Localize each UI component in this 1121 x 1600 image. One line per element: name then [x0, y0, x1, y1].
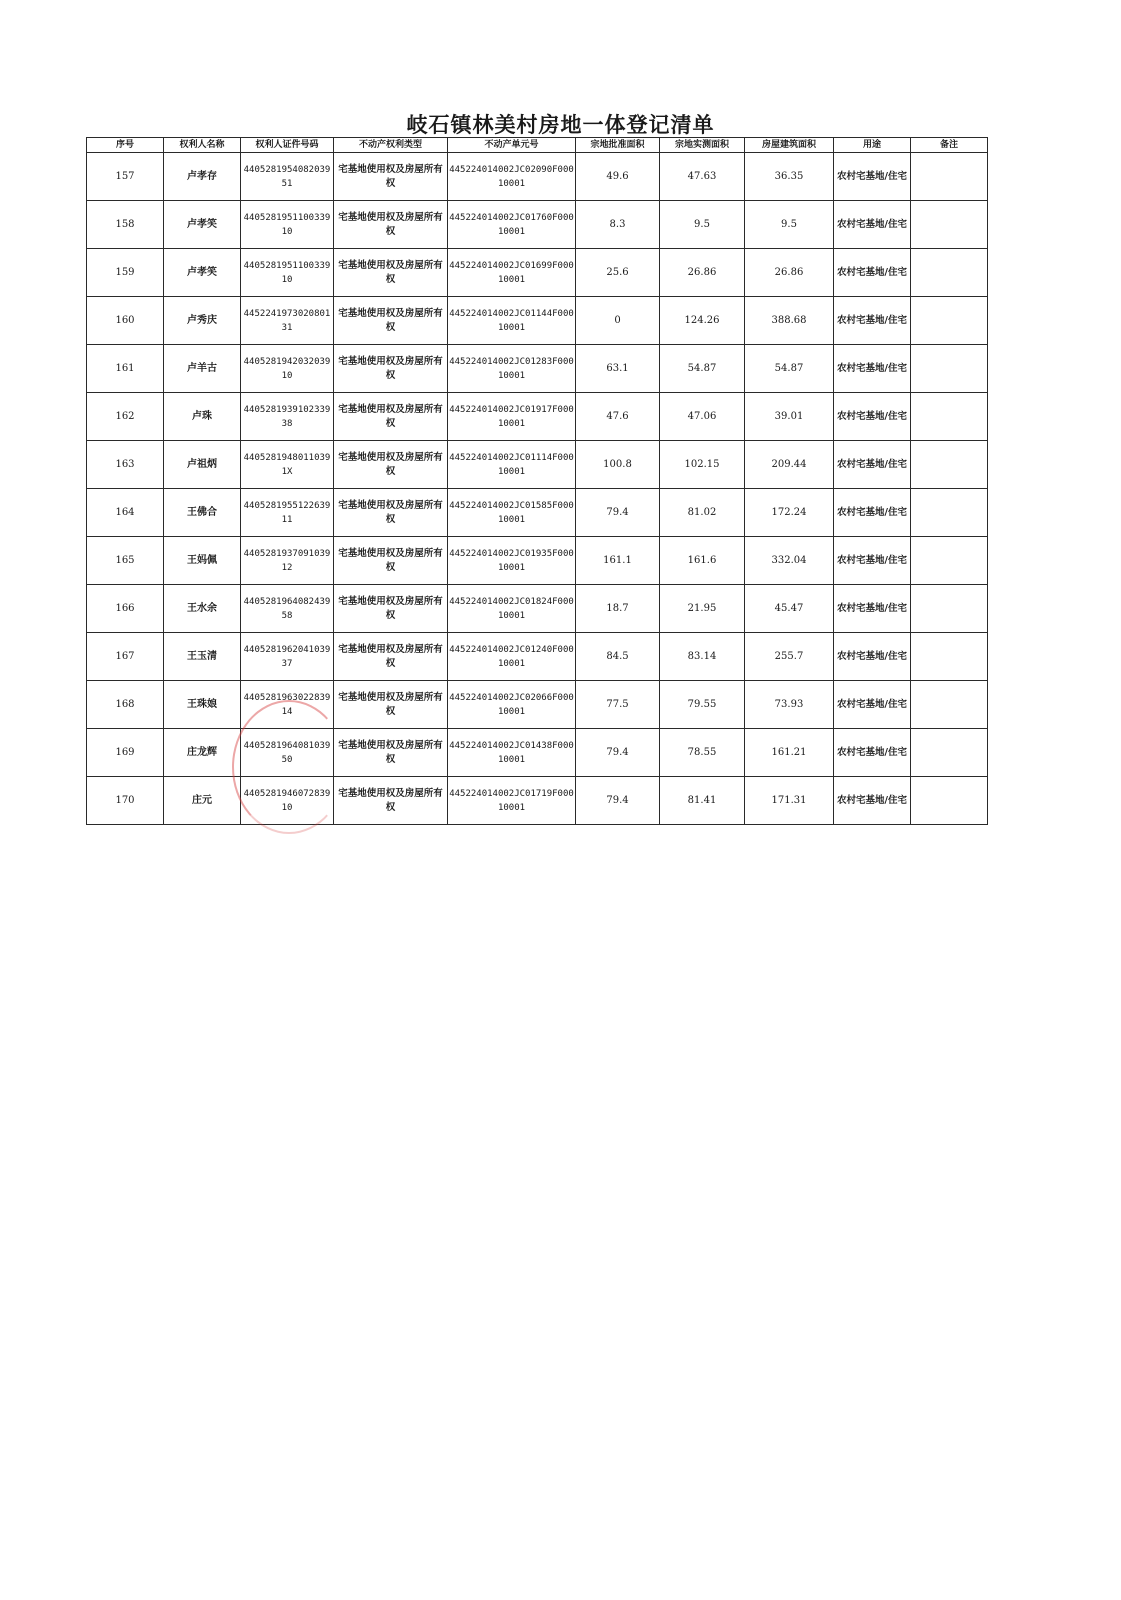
cell-measured-area: 79.55	[660, 681, 745, 729]
cell-id-number: 440528195110033910	[241, 201, 334, 249]
cell-building-area: 45.47	[745, 585, 834, 633]
cell-serial: 163	[87, 441, 164, 489]
cell-remarks	[911, 681, 988, 729]
cell-remarks	[911, 297, 988, 345]
cell-unit-number: 445224014002JC01144F00010001	[448, 297, 576, 345]
header-approved-area: 宗地批准面积	[576, 138, 660, 153]
cell-right-type: 宅基地使用权及房屋所有权	[334, 729, 448, 777]
cell-measured-area: 83.14	[660, 633, 745, 681]
cell-id-number: 445224197302080131	[241, 297, 334, 345]
cell-holder-name: 王佛合	[164, 489, 241, 537]
cell-remarks	[911, 633, 988, 681]
table-row	[87, 681, 988, 729]
cell-id-number: 440528196302283914	[241, 681, 334, 729]
cell-approved-area: 18.7	[576, 585, 660, 633]
cell-id-number: 44052819480110391X	[241, 441, 334, 489]
cell-approved-area: 25.6	[576, 249, 660, 297]
cell-right-type: 宅基地使用权及房屋所有权	[334, 777, 448, 825]
cell-unit-number: 445224014002JC01935F00010001	[448, 537, 576, 585]
cell-usage: 农村宅基地/住宅	[834, 441, 911, 489]
cell-unit-number: 445224014002JC02090F00010001	[448, 153, 576, 201]
cell-right-type: 宅基地使用权及房屋所有权	[334, 633, 448, 681]
cell-building-area: 255.7	[745, 633, 834, 681]
cell-usage: 农村宅基地/住宅	[834, 249, 911, 297]
cell-measured-area: 47.63	[660, 153, 745, 201]
table-header-row	[87, 138, 988, 153]
cell-right-type: 宅基地使用权及房屋所有权	[334, 393, 448, 441]
cell-remarks	[911, 201, 988, 249]
cell-remarks	[911, 441, 988, 489]
cell-building-area: 39.01	[745, 393, 834, 441]
cell-serial: 166	[87, 585, 164, 633]
cell-id-number: 440528196408103950	[241, 729, 334, 777]
cell-usage: 农村宅基地/住宅	[834, 729, 911, 777]
cell-right-type: 宅基地使用权及房屋所有权	[334, 297, 448, 345]
cell-measured-area: 81.02	[660, 489, 745, 537]
cell-building-area: 209.44	[745, 441, 834, 489]
cell-measured-area: 26.86	[660, 249, 745, 297]
header-remarks: 备注	[911, 138, 988, 153]
cell-remarks	[911, 345, 988, 393]
cell-serial: 162	[87, 393, 164, 441]
cell-holder-name: 卢孝存	[164, 153, 241, 201]
header-holder-name: 权利人名称	[164, 138, 241, 153]
cell-building-area: 9.5	[745, 201, 834, 249]
cell-unit-number: 445224014002JC01719F00010001	[448, 777, 576, 825]
cell-right-type: 宅基地使用权及房屋所有权	[334, 249, 448, 297]
cell-unit-number: 445224014002JC01585F00010001	[448, 489, 576, 537]
cell-id-number: 440528196408243958	[241, 585, 334, 633]
cell-measured-area: 124.26	[660, 297, 745, 345]
header-usage: 用途	[834, 138, 911, 153]
cell-usage: 农村宅基地/住宅	[834, 393, 911, 441]
cell-usage: 农村宅基地/住宅	[834, 345, 911, 393]
cell-measured-area: 161.6	[660, 537, 745, 585]
cell-building-area: 26.86	[745, 249, 834, 297]
cell-unit-number: 445224014002JC01114F00010001	[448, 441, 576, 489]
cell-measured-area: 102.15	[660, 441, 745, 489]
cell-right-type: 宅基地使用权及房屋所有权	[334, 345, 448, 393]
table-row	[87, 441, 988, 489]
cell-id-number: 440528193709103912	[241, 537, 334, 585]
cell-right-type: 宅基地使用权及房屋所有权	[334, 441, 448, 489]
cell-remarks	[911, 729, 988, 777]
cell-unit-number: 445224014002JC01699F00010001	[448, 249, 576, 297]
cell-remarks	[911, 249, 988, 297]
cell-holder-name: 王妈佩	[164, 537, 241, 585]
cell-unit-number: 445224014002JC01283F00010001	[448, 345, 576, 393]
cell-remarks	[911, 777, 988, 825]
cell-building-area: 172.24	[745, 489, 834, 537]
table-row	[87, 585, 988, 633]
cell-measured-area: 54.87	[660, 345, 745, 393]
cell-serial: 158	[87, 201, 164, 249]
cell-holder-name: 卢珠	[164, 393, 241, 441]
cell-serial: 169	[87, 729, 164, 777]
cell-usage: 农村宅基地/住宅	[834, 201, 911, 249]
table-row	[87, 633, 988, 681]
cell-measured-area: 9.5	[660, 201, 745, 249]
cell-remarks	[911, 489, 988, 537]
table-row	[87, 345, 988, 393]
cell-approved-area: 84.5	[576, 633, 660, 681]
cell-right-type: 宅基地使用权及房屋所有权	[334, 201, 448, 249]
cell-id-number: 440528194203203910	[241, 345, 334, 393]
table-row	[87, 489, 988, 537]
header-building-area: 房屋建筑面积	[745, 138, 834, 153]
cell-measured-area: 81.41	[660, 777, 745, 825]
cell-holder-name: 卢祖炳	[164, 441, 241, 489]
cell-id-number: 440528194607283910	[241, 777, 334, 825]
cell-right-type: 宅基地使用权及房屋所有权	[334, 537, 448, 585]
cell-serial: 159	[87, 249, 164, 297]
table-row	[87, 201, 988, 249]
cell-usage: 农村宅基地/住宅	[834, 489, 911, 537]
cell-right-type: 宅基地使用权及房屋所有权	[334, 681, 448, 729]
cell-right-type: 宅基地使用权及房屋所有权	[334, 585, 448, 633]
cell-holder-name: 卢孝笑	[164, 201, 241, 249]
cell-unit-number: 445224014002JC01824F00010001	[448, 585, 576, 633]
cell-holder-name: 王珠娘	[164, 681, 241, 729]
cell-holder-name: 庄龙辉	[164, 729, 241, 777]
cell-serial: 167	[87, 633, 164, 681]
cell-unit-number: 445224014002JC01240F00010001	[448, 633, 576, 681]
table-row	[87, 729, 988, 777]
cell-usage: 农村宅基地/住宅	[834, 153, 911, 201]
cell-usage: 农村宅基地/住宅	[834, 297, 911, 345]
header-measured-area: 宗地实测面积	[660, 138, 745, 153]
cell-id-number: 440528195408203951	[241, 153, 334, 201]
header-id-number: 权利人证件号码	[241, 138, 334, 153]
cell-building-area: 171.31	[745, 777, 834, 825]
cell-usage: 农村宅基地/住宅	[834, 777, 911, 825]
cell-unit-number: 445224014002JC01917F00010001	[448, 393, 576, 441]
cell-serial: 164	[87, 489, 164, 537]
cell-building-area: 332.04	[745, 537, 834, 585]
cell-building-area: 54.87	[745, 345, 834, 393]
cell-building-area: 161.21	[745, 729, 834, 777]
cell-serial: 168	[87, 681, 164, 729]
table-row	[87, 777, 988, 825]
document-title: 岐石镇林美村房地一体登记清单	[406, 112, 715, 137]
cell-remarks	[911, 153, 988, 201]
cell-approved-area: 100.8	[576, 441, 660, 489]
header-unit-number: 不动产单元号	[448, 138, 576, 153]
cell-approved-area: 63.1	[576, 345, 660, 393]
cell-measured-area: 78.55	[660, 729, 745, 777]
cell-serial: 160	[87, 297, 164, 345]
cell-approved-area: 161.1	[576, 537, 660, 585]
cell-remarks	[911, 537, 988, 585]
cell-approved-area: 49.6	[576, 153, 660, 201]
cell-id-number: 440528195512263911	[241, 489, 334, 537]
cell-building-area: 73.93	[745, 681, 834, 729]
cell-approved-area: 77.5	[576, 681, 660, 729]
cell-holder-name: 卢孝笑	[164, 249, 241, 297]
cell-approved-area: 79.4	[576, 777, 660, 825]
table-row	[87, 153, 988, 201]
cell-building-area: 388.68	[745, 297, 834, 345]
cell-id-number: 440528196204103937	[241, 633, 334, 681]
table-row	[87, 249, 988, 297]
cell-serial: 161	[87, 345, 164, 393]
cell-measured-area: 47.06	[660, 393, 745, 441]
table-row	[87, 297, 988, 345]
header-serial: 序号	[87, 138, 164, 153]
cell-unit-number: 445224014002JC01760F00010001	[448, 201, 576, 249]
cell-holder-name: 王水余	[164, 585, 241, 633]
cell-remarks	[911, 393, 988, 441]
cell-right-type: 宅基地使用权及房屋所有权	[334, 489, 448, 537]
table-row	[87, 537, 988, 585]
cell-remarks	[911, 585, 988, 633]
cell-holder-name: 卢羊古	[164, 345, 241, 393]
cell-id-number: 440528195110033910	[241, 249, 334, 297]
cell-unit-number: 445224014002JC01438F00010001	[448, 729, 576, 777]
cell-approved-area: 47.6	[576, 393, 660, 441]
cell-approved-area: 0	[576, 297, 660, 345]
cell-unit-number: 445224014002JC02066F00010001	[448, 681, 576, 729]
cell-holder-name: 庄元	[164, 777, 241, 825]
cell-id-number: 440528193910233938	[241, 393, 334, 441]
cell-usage: 农村宅基地/住宅	[834, 681, 911, 729]
cell-usage: 农村宅基地/住宅	[834, 633, 911, 681]
registration-table	[86, 137, 988, 825]
cell-holder-name: 卢秀庆	[164, 297, 241, 345]
cell-serial: 157	[87, 153, 164, 201]
cell-serial: 170	[87, 777, 164, 825]
cell-approved-area: 8.3	[576, 201, 660, 249]
cell-holder-name: 王玉清	[164, 633, 241, 681]
cell-serial: 165	[87, 537, 164, 585]
header-right-type: 不动产权利类型	[334, 138, 448, 153]
cell-building-area: 36.35	[745, 153, 834, 201]
cell-approved-area: 79.4	[576, 729, 660, 777]
cell-usage: 农村宅基地/住宅	[834, 585, 911, 633]
cell-right-type: 宅基地使用权及房屋所有权	[334, 153, 448, 201]
cell-approved-area: 79.4	[576, 489, 660, 537]
table-row	[87, 393, 988, 441]
cell-measured-area: 21.95	[660, 585, 745, 633]
cell-usage: 农村宅基地/住宅	[834, 537, 911, 585]
